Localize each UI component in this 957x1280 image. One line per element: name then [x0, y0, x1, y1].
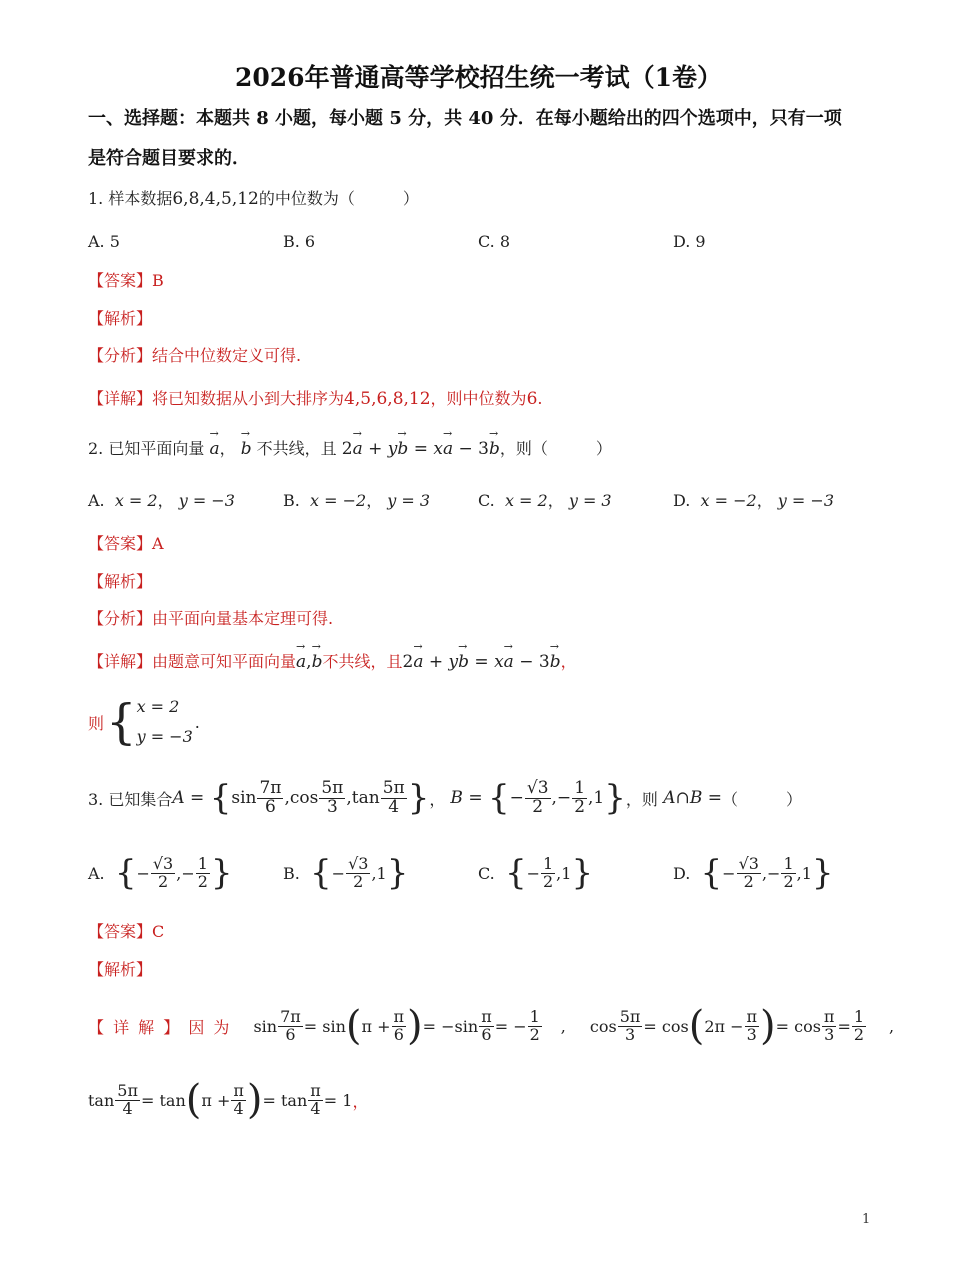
q2-stem: 2. 已知平面向量 → a， → b 不共线，且 2→ a + y→ b = x→ a − 3→ b，则（ ） — [88, 436, 612, 459]
q2-analysis-label: 【解析】 — [88, 572, 153, 591]
page-title: 2026年普通高等学校招生统一考试（1卷） — [235, 63, 722, 92]
q2-detail: 【详解】由题意可知平面向量→ a,→ b不共线，且2→ a + y→ b = x→ a − 3→ b， — [88, 649, 577, 672]
q2-option-b: B. x = −2， y = 3 — [283, 491, 431, 510]
q3-analysis-label: 【解析】 — [88, 960, 153, 979]
q3-stem: 3. 已知集合 A = { sin $\frac{7\pi}{6}$ ,cos $\frac{5\pi}{3}$ ,tan $\frac{5\pi}{4}$ } ， B = { − $\frac{√3}{2}$ ,− $\frac{1}{2}$ ,1 } ，则 A∩B = （ ） — [88, 777, 803, 818]
section-heading-line1: 一、选择题：本题共 8 小题，每小题 5 分，共 40 分．在每小题给出的四个选项中，只有一项 — [88, 108, 842, 129]
sin-calc-math: sin $\frac{7\pi}{6}$ = sin ( π + $\frac{\pi}{6}$ ) = −sin $\frac{\pi}{6}$ = − $\frac{1}{2}$ — [253, 1003, 540, 1049]
vectors-ab-math: → a,→ b — [296, 652, 322, 672]
q2-system: 则 { x = 2 y = −3 . — [88, 694, 200, 750]
q1-option-c: C. 8 — [478, 232, 511, 251]
q3-detail-line2: tan $\frac{5\pi}{4}$ = tan ( π + $\frac{\pi}{4}$ ) = tan $\frac{\pi}{4}$ = 1 ， — [88, 1077, 369, 1123]
q3-option-a: A. { − $\frac{√3}{2}$ ,− $\frac{1}{2}$ } — [88, 853, 233, 893]
q1-option-d: D. 9 — [673, 232, 706, 251]
set-b-math: B = { − $\frac{√3}{2}$ ,− $\frac{1}{2}$ ,1 } — [450, 777, 626, 818]
q2-fenxi: 【分析】由平面向量基本定理可得. — [88, 609, 334, 628]
q1-option-b: B. 6 — [283, 232, 316, 251]
q2-option-a: A. x = 2， y = −3 — [88, 491, 235, 510]
q1-detail: 【详解】将已知数据从小到大排序为4,5,6,8,12，则中位数为6. — [88, 389, 543, 409]
q1-answer: 【答案】B — [88, 271, 164, 290]
cos-calc-math: cos $\frac{5\pi}{3}$ = cos ( 2π − $\frac{\pi}{3}$ ) = cos $\frac{\pi}{3}$ = $\frac{1}{2}$ — [589, 1003, 865, 1049]
q3-option-d: D. { − $\frac{√3}{2}$ ,− $\frac{1}{2}$ ,1 } — [673, 853, 834, 893]
q2-detail-equation-math: 2→ a + y→ b = x→ a − 3→ b — [402, 652, 560, 672]
tan-calc-math: tan $\frac{5\pi}{4}$ = tan ( π + $\frac{\pi}{4}$ ) = tan $\frac{\pi}{4}$ = 1 — [88, 1077, 353, 1123]
q3-answer: 【答案】C — [88, 922, 165, 941]
section-heading-line2: 是符合题目要求的． — [88, 148, 250, 169]
page-number: 1 — [862, 1212, 871, 1227]
q1-fenxi: 【分析】结合中位数定义可得. — [88, 346, 302, 365]
q1-stem: 1. 样本数据6,8,4,5,12的中位数为（ ） — [88, 189, 419, 209]
q2-equation-math: 2→ a + y→ b = x→ a − 3→ b — [342, 439, 500, 459]
q3-option-b: B. { − $\frac{√3}{2}$ ,1 } — [283, 853, 409, 893]
brace-icon: { — [106, 694, 137, 750]
vector-a-math: → a — [209, 439, 219, 459]
q1-option-a: A. 5 — [88, 232, 120, 251]
q2-option-d: D. x = −2， y = −3 — [673, 491, 834, 510]
intersection-math: A∩B = — [657, 788, 722, 808]
system-equations: x = 2 y = −3 — [136, 697, 193, 746]
set-a-math: A = { sin $\frac{7\pi}{6}$ ,cos $\frac{5\pi}{3}$ ,tan $\frac{5\pi}{4}$ } — [172, 777, 430, 818]
q3-detail-line1: 【 详 解 】 因 为 sin $\frac{7\pi}{6}$ = sin ( π + $\frac{\pi}{6}$ ) = −sin $\frac{\pi}{6}$ = − $\frac{1}{2}$ , cos $\frac{5\pi}{3}$ = cos ( 2π − $\frac{\pi}{3}$ ) = cos $\frac{\pi}{3}$ = $\frac{1}{2}$ , — [88, 1003, 895, 1049]
q1-analysis-label: 【解析】 — [88, 309, 153, 328]
q2-option-c: C. x = 2， y = 3 — [478, 491, 612, 510]
vector-b-math: → b — [241, 439, 252, 459]
q3-option-c: C. { − $\frac{1}{2}$ ,1 } — [478, 853, 594, 893]
q2-answer: 【答案】A — [88, 534, 164, 553]
